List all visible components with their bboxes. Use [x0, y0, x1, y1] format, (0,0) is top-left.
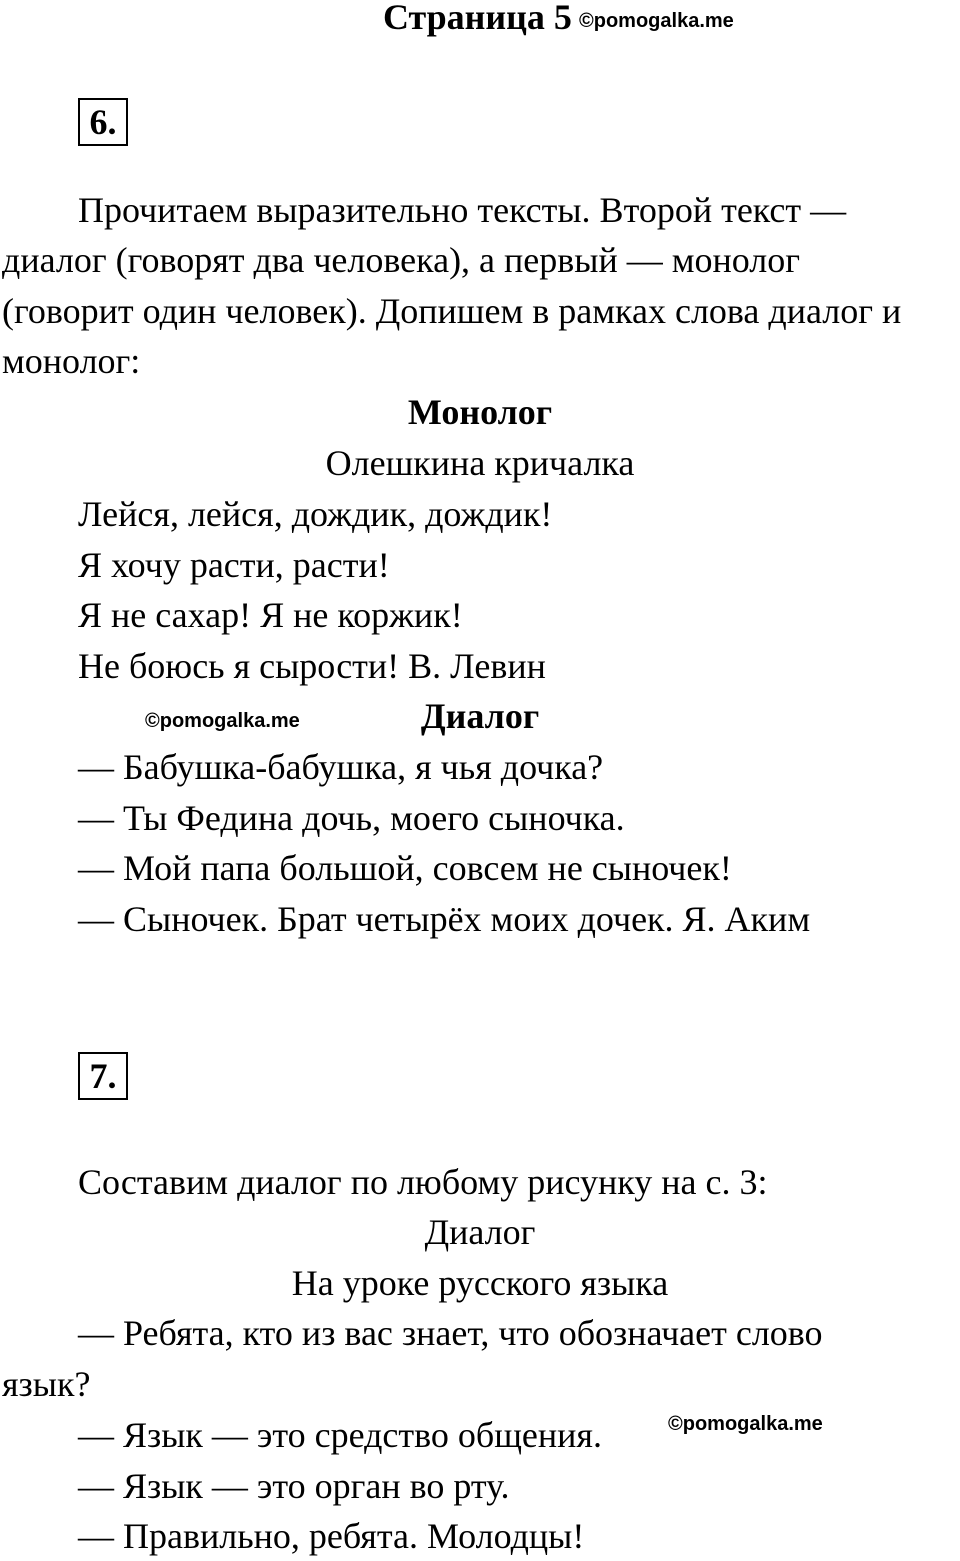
poem-line: Не боюсь я сырости! В. Левин [78, 646, 546, 686]
page-title: Страница 5 [383, 0, 572, 37]
task-7-number: 7. [78, 1052, 128, 1100]
monolog-heading: Монолог [407, 392, 553, 432]
dialog-line: — Ты Федина дочь, моего сыночка. [78, 798, 625, 838]
task-6-paragraph-line: Прочитаем выразительно тексты. Второй текст — [78, 190, 847, 230]
task-7-dialog-heading: Диалог [424, 1212, 536, 1252]
poem-line: Я хочу расти, расти! [78, 545, 390, 585]
dialog-line: — Ребята, кто из вас знает, что обозначает слово [78, 1313, 823, 1353]
dialog-line: — Бабушка-бабушка, я чья дочка? [78, 747, 604, 787]
dialog-line: — Мой папа большой, совсем не сыночек! [78, 848, 732, 888]
dialog-line: язык? [2, 1364, 91, 1404]
task-6-paragraph-line: (говорит один человек). Допишем в рамках слова диалог и [2, 291, 902, 331]
task-7-intro: Составим диалог по любому рисунку на с. 3: [78, 1162, 768, 1202]
task-7-subtitle: На уроке русского языка [291, 1263, 669, 1303]
watermark: ©pomogalka.me [668, 1413, 823, 1435]
dialog-line: — Язык — это орган во рту. [78, 1466, 510, 1506]
task-6-paragraph-line: монолог: [2, 341, 141, 381]
poem-title: Олешкина кричалка [325, 443, 635, 483]
task-6-paragraph-line: диалог (говорят два человека), а первый — монолог [2, 240, 801, 280]
dialog-line: — Язык — это средство общения. [78, 1415, 602, 1455]
dialog-heading: Диалог [420, 696, 540, 736]
watermark: ©pomogalka.me [145, 710, 300, 732]
poem-line: Я не сахар! Я не коржик! [78, 595, 463, 635]
poem-line: Лейся, лейся, дождик, дождик! [78, 494, 553, 534]
dialog-line: — Правильно, ребята. Молодцы! [78, 1516, 585, 1556]
task-6-number: 6. [78, 98, 128, 146]
header-watermark: ©pomogalka.me [579, 10, 734, 32]
dialog-line: — Сыночек. Брат четырёх моих дочек. Я. Аким [78, 899, 811, 939]
